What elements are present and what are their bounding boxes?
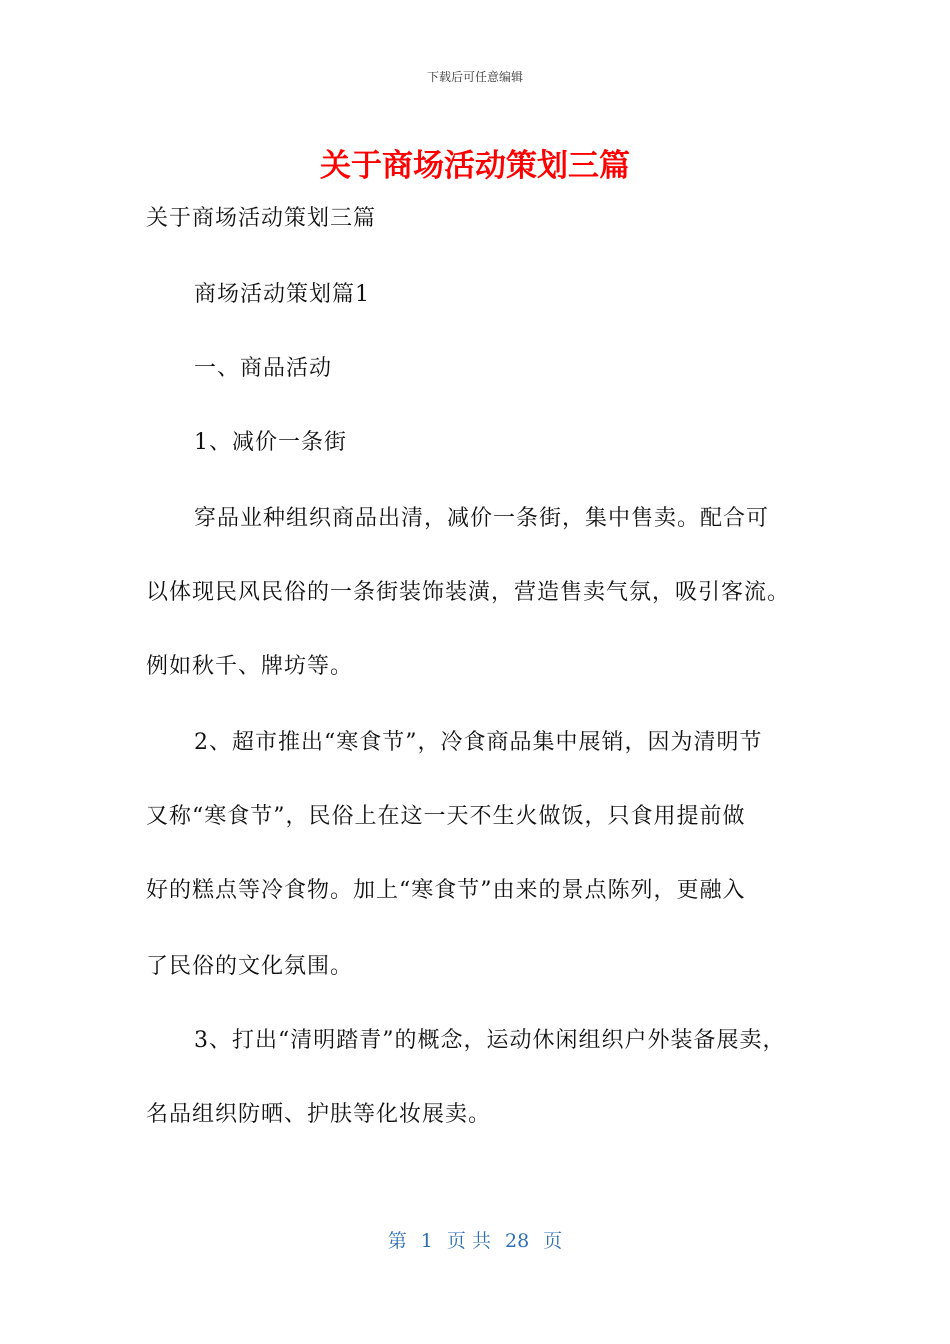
body-line-paragraph: 了民俗的文化氛围。 [146, 954, 354, 979]
current-page-number: 1 [420, 1230, 433, 1252]
body-line-subheading: 一、商品活动 [194, 356, 333, 381]
footer-suffix: 页 [543, 1230, 563, 1252]
footer-prefix: 第 [387, 1230, 407, 1252]
body-line-paragraph: 名品组织防晒、护肤等化妆展卖。 [146, 1102, 492, 1127]
footer-mid: 页 共 [446, 1230, 491, 1252]
body-line-item-heading: 1、减价一条街 [194, 430, 347, 455]
body-line-paragraph: 以体现民风民俗的一条街装饰装潢，营造售卖气氛，吸引客流。 [146, 580, 791, 605]
body-line-subtitle: 关于商场活动策划三篇 [146, 206, 377, 231]
document-title: 关于商场活动策划三篇 [320, 148, 630, 184]
body-line-paragraph: 2、超市推出“寒食节”，冷食商品集中展销，因为清明节 [194, 730, 763, 755]
total-pages-number: 28 [505, 1230, 530, 1252]
body-line-paragraph: 又称“寒食节”，民俗上在这一天不生火做饭，只食用提前做 [146, 804, 746, 829]
body-line-paragraph: 穿品业种组织商品出清，减价一条街，集中售卖。配合可 [194, 506, 770, 531]
body-line-section-heading: 商场活动策划篇1 [194, 282, 370, 307]
body-line-paragraph: 例如秋千、牌坊等。 [146, 654, 354, 679]
page-footer [0, 1226, 950, 1253]
body-line-paragraph: 好的糕点等冷食物。加上“寒食节”由来的景点陈列，更融入 [146, 878, 746, 903]
body-line-paragraph: 3、打出“清明踏青”的概念，运动休闲组织户外装备展卖， [194, 1028, 786, 1053]
header-note: 下载后可任意编辑 [426, 70, 523, 84]
